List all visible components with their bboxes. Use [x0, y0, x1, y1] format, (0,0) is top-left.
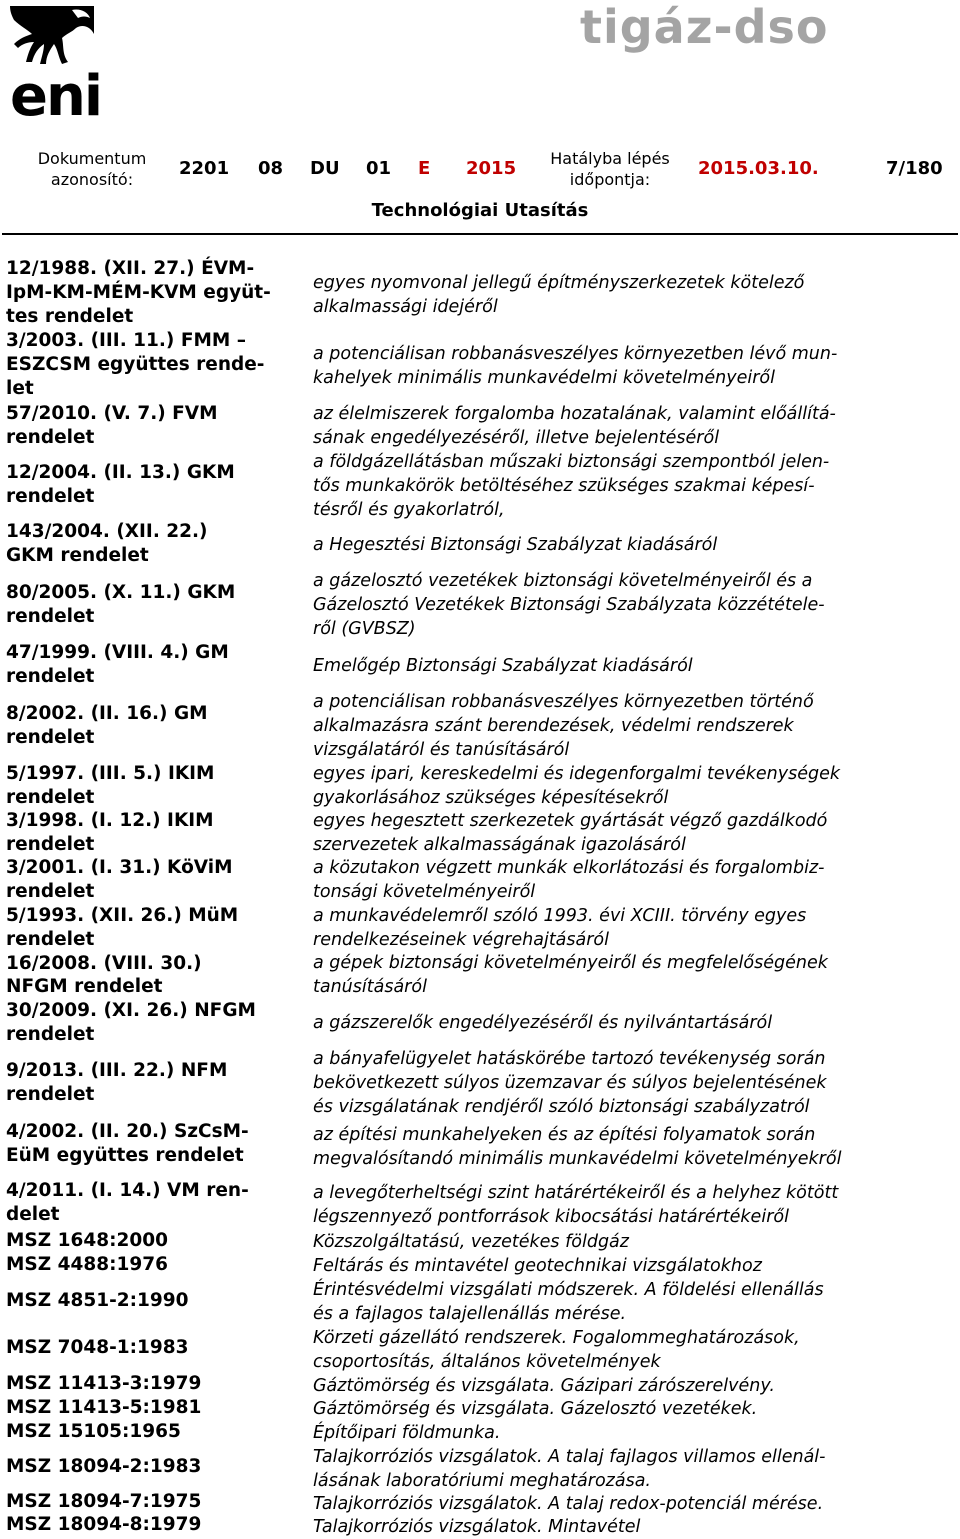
- header-divider: [2, 233, 958, 235]
- ref-line: 3/2003. (III. 11.) FMM –: [6, 330, 246, 351]
- tigaz-logo: tigáz-dso: [580, 0, 829, 54]
- desc-line: alkalmassági idejéről: [313, 297, 498, 317]
- ref-line: let: [6, 378, 34, 399]
- desc-line: egyes nyomvonal jellegű építményszerkezetek kötelező: [313, 273, 805, 293]
- ref-line: MSZ 11413-3:1979: [6, 1373, 202, 1394]
- desc-line: szervezetek alkalmasságának igazolásáról: [313, 835, 686, 855]
- desc-line: a bányafelügyelet hatáskörébe tartozó tevékenység során: [313, 1049, 826, 1069]
- desc-line: vizsgálatáról és tanúsításáról: [313, 740, 570, 760]
- desc-line: a munkavédelemről szóló 1993. évi XCIII. törvény egyes: [313, 906, 807, 926]
- desc-line: a gázelosztó vezetékek biztonsági követelményeiről és a: [313, 571, 813, 591]
- desc-line: sának engedélyezéséről, illetve bejelentéséről: [313, 428, 720, 448]
- desc-line: Gáztömörség és vizsgálata. Gázipari zárószerelvény.: [313, 1376, 775, 1396]
- ref-line: rendelet: [6, 727, 95, 748]
- ref-line: delet: [6, 1204, 60, 1225]
- desc-line: tanúsításáról: [313, 977, 427, 997]
- ref-line: rendelet: [6, 787, 95, 808]
- desc-line: a közutakon végzett munkák elkorlátozási és forgalombiz-: [313, 858, 825, 878]
- doc-id-part-3: DU: [310, 158, 340, 179]
- desc-line: tonsági követelményeiről: [313, 882, 536, 902]
- desc-line: Talajkorróziós vizsgálatok. Mintavétel: [313, 1517, 641, 1537]
- ref-line: MSZ 15105:1965: [6, 1421, 181, 1442]
- desc-line: Körzeti gázellátó rendszerek. Fogalommeghatározások,: [313, 1328, 800, 1348]
- ref-line: 9/2013. (III. 22.) NFM: [6, 1060, 228, 1081]
- desc-line: a potenciálisan robbanásveszélyes környezetben lévő mun-: [313, 344, 838, 364]
- ref-line: MSZ 4488:1976: [6, 1254, 168, 1275]
- ref-line: GKM rendelet: [6, 545, 149, 566]
- ref-line: 16/2008. (VIII. 30.): [6, 953, 202, 974]
- ref-line: rendelet: [6, 881, 95, 902]
- desc-line: tésről és gyakorlatról,: [313, 500, 505, 520]
- desc-line: az építési munkahelyeken és az építési folyamatok során: [313, 1125, 816, 1145]
- desc-line: alkalmazásra szánt berendezések, védelmi rendszerek: [313, 716, 794, 736]
- desc-line: csoportosítás, általános követelmények: [313, 1352, 661, 1372]
- desc-line: Érintésvédelmi vizsgálati módszerek. A földelési ellenállás: [313, 1280, 824, 1300]
- eni-logo: [6, 4, 102, 129]
- ref-line: rendelet: [6, 929, 95, 950]
- doc-id-part-1: 2201: [179, 158, 230, 179]
- ref-line: MSZ 18094-8:1979: [6, 1514, 202, 1535]
- effective-date: 2015.03.10.: [698, 158, 819, 179]
- desc-line: a levegőterheltségi szint határértékeiről és a helyhez kötött: [313, 1183, 839, 1203]
- ref-line: MSZ 1648:2000: [6, 1230, 168, 1251]
- effective-label: Hatályba lépés időpontja:: [550, 149, 670, 189]
- ref-line: 4/2011. (I. 14.) VM ren-: [6, 1180, 249, 1201]
- desc-line: tős munkakörök betöltéséhez szükséges szakmai képesí-: [313, 476, 815, 496]
- desc-line: ről (GVBSZ): [313, 619, 416, 639]
- doc-id-part-6: 2015: [466, 158, 517, 179]
- desc-line: a gázszerelők engedélyezéséről és nyilvántartásáról: [313, 1013, 773, 1033]
- desc-line: Gázelosztó Vezetékek Biztonsági Szabályzata közzététele-: [313, 595, 825, 615]
- desc-line: és a fajlagos talajellenállás mérése.: [313, 1304, 627, 1324]
- doc-id-part-4: 01: [366, 158, 392, 179]
- ref-line: 3/1998. (I. 12.) IKIM: [6, 810, 214, 831]
- ref-line: IpM-KM-MÉM-KVM együt-: [6, 282, 271, 303]
- ref-line: 3/2001. (I. 31.) KöViM: [6, 857, 233, 878]
- desc-line: megvalósítandó minimális munkavédelmi követelményekről: [313, 1149, 842, 1169]
- ref-line: 30/2009. (XI. 26.) NFGM: [6, 1000, 256, 1021]
- ref-line: 12/2004. (II. 13.) GKM: [6, 462, 235, 483]
- desc-line: Talajkorróziós vizsgálatok. A talaj fajlagos villamos ellenál-: [313, 1447, 826, 1467]
- desc-line: egyes hegesztett szerkezetek gyártását végző gazdálkodó: [313, 811, 828, 831]
- desc-line: a Hegesztési Biztonsági Szabályzat kiadásáról: [313, 535, 718, 555]
- ref-line: MSZ 18094-2:1983: [6, 1456, 202, 1477]
- eni-wordmark: eni: [10, 64, 102, 129]
- ref-line: rendelet: [6, 427, 95, 448]
- page-number: 7/180: [886, 158, 943, 179]
- ref-line: 47/1999. (VIII. 4.) GM: [6, 642, 229, 663]
- ref-line: ESZCSM együttes rende-: [6, 354, 265, 375]
- ref-line: 5/1993. (XII. 26.) MüM: [6, 905, 239, 926]
- ref-line: rendelet: [6, 1024, 95, 1045]
- ref-line: 4/2002. (II. 20.) SzCsM-: [6, 1121, 249, 1142]
- desc-line: gyakorlásához szükséges képesítésekről: [313, 788, 669, 808]
- desc-line: bekövetkezett súlyos üzemzavar és súlyos bejelentésének: [313, 1073, 827, 1093]
- document-title: Technológiai Utasítás: [371, 200, 589, 221]
- desc-line: az élelmiszerek forgalomba hozatalának, valamint előállítá-: [313, 404, 836, 424]
- desc-line: és vizsgálatának rendjéről szóló biztonsági szabályzatról: [313, 1097, 810, 1117]
- desc-line: Gáztömörség és vizsgálata. Gázelosztó vezetékek.: [313, 1399, 758, 1419]
- doc-id-part-5: E: [418, 158, 431, 179]
- ref-line: MSZ 4851-2:1990: [6, 1290, 189, 1311]
- ref-line: MSZ 7048-1:1983: [6, 1337, 189, 1358]
- desc-line: rendelkezéseinek végrehajtásáról: [313, 930, 610, 950]
- desc-line: a földgázellátásban műszaki biztonsági szempontból jelen-: [313, 452, 830, 472]
- ref-line: rendelet: [6, 606, 95, 627]
- desc-line: kahelyek minimális munkavédelmi követelményeiről: [313, 368, 775, 388]
- desc-line: a gépek biztonsági követelményeiről és megfelelőségének: [313, 953, 828, 973]
- ref-line: rendelet: [6, 1084, 95, 1105]
- desc-line: lásának laboratóriumi meghatározása.: [313, 1471, 651, 1491]
- doc-id-label: Dokumentum azonosító:: [37, 149, 147, 189]
- ref-line: tes rendelet: [6, 306, 134, 327]
- desc-line: Közszolgáltatású, vezetékes földgáz: [313, 1232, 629, 1252]
- ref-line: 5/1997. (III. 5.) IKIM: [6, 763, 215, 784]
- ref-line: rendelet: [6, 666, 95, 687]
- ref-line: 80/2005. (X. 11.) GKM: [6, 582, 236, 603]
- desc-line: Emelőgép Biztonsági Szabályzat kiadásáról: [313, 656, 693, 676]
- desc-line: légszennyező pontforrások kibocsátási határértékeiről: [313, 1207, 789, 1227]
- desc-line: egyes ipari, kereskedelmi és idegenforgalmi tevékenységek: [313, 764, 841, 784]
- ref-line: 57/2010. (V. 7.) FVM: [6, 403, 218, 424]
- ref-line: rendelet: [6, 834, 95, 855]
- ref-line: MSZ 11413-5:1981: [6, 1397, 202, 1418]
- ref-line: 12/1988. (XII. 27.) ÉVM-: [6, 258, 255, 279]
- desc-line: Feltárás és mintavétel geotechnikai vizsgálatokhoz: [313, 1256, 762, 1276]
- ref-line: EüM együttes rendelet: [6, 1145, 244, 1166]
- ref-line: NFGM rendelet: [6, 976, 163, 997]
- desc-line: Talajkorróziós vizsgálatok. A talaj redox-potenciál mérése.: [313, 1494, 824, 1514]
- ref-line: rendelet: [6, 486, 95, 507]
- ref-line: 8/2002. (II. 16.) GM: [6, 703, 208, 724]
- ref-line: 143/2004. (XII. 22.): [6, 521, 208, 542]
- desc-line: a potenciálisan robbanásveszélyes környezetben történő: [313, 692, 814, 712]
- desc-line: Építőipari földmunka.: [313, 1423, 501, 1443]
- ref-line: MSZ 18094-7:1975: [6, 1491, 202, 1512]
- doc-id-part-2: 08: [258, 158, 284, 179]
